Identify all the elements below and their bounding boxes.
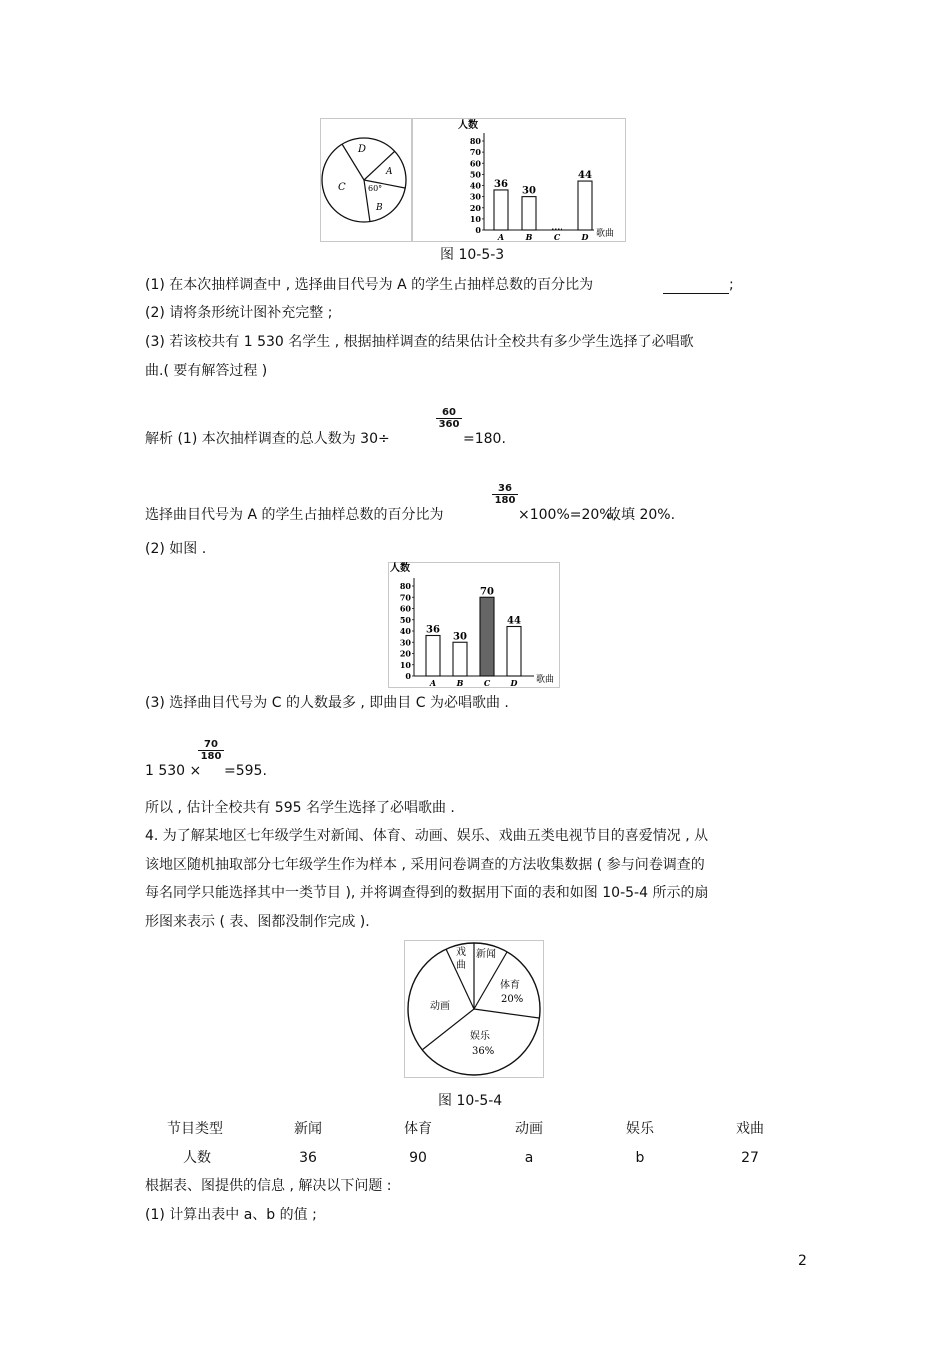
- bar-value-label: 36: [426, 624, 440, 636]
- solution-line5-result: =595.: [224, 763, 267, 779]
- y-axis-label: 人数: [458, 120, 478, 131]
- bar-value-label: 30: [522, 185, 536, 197]
- pie-chart-tv-programs: [404, 940, 544, 1078]
- x-tick-label: D: [581, 232, 589, 242]
- pie-label-donghua: 动画: [430, 1001, 450, 1012]
- bar-value-label: 30: [453, 631, 467, 643]
- pie-label-yule: 娱乐: [470, 1031, 490, 1042]
- pie-chart-songs: [320, 118, 412, 242]
- x-tick-label: C: [553, 232, 561, 242]
- pie-label-xiqu-1: 戏: [456, 947, 466, 958]
- question-3-line2: 曲.( 要有解答过程 ): [145, 363, 268, 379]
- fraction-60-360: [436, 407, 462, 430]
- bar-d: [578, 181, 592, 230]
- solution-line1-result: =180.: [463, 431, 506, 447]
- y-tick-label: 10: [399, 659, 411, 670]
- y-tick-label: 60: [399, 603, 411, 614]
- x-axis-label: 歌曲: [596, 229, 615, 239]
- y-tick-label: 20: [399, 648, 411, 659]
- table-header-cell: 娱乐: [626, 1121, 654, 1137]
- problem-4-line2: 该地区随机抽取部分七年级学生作为样本 , 采用问卷调查的方法收集数据 ( 参与问卷调查的: [145, 857, 705, 873]
- y-tick-label: 40: [399, 626, 411, 636]
- y-tick-label: 70: [399, 592, 411, 603]
- x-tick-label: B: [456, 678, 464, 688]
- y-tick-label: 60: [469, 158, 481, 169]
- bar-chart-completed: [388, 562, 560, 688]
- y-axis-label: 人数: [390, 563, 410, 574]
- pie-label-tiyu: 体育: [500, 980, 520, 991]
- pie-label-xinwen: 新闻: [476, 949, 496, 960]
- y-tick-label: 0: [475, 225, 481, 235]
- x-tick-label: A: [429, 678, 437, 688]
- bar-value-label: 36: [494, 178, 508, 190]
- bar-value-label: 70: [480, 586, 494, 598]
- bar-c: [480, 597, 494, 676]
- y-tick-label: 10: [469, 213, 481, 224]
- table-cell: 90: [409, 1150, 427, 1166]
- figure-caption-2: 图 10-5-4: [438, 1093, 503, 1109]
- x-tick-label: B: [525, 232, 533, 242]
- fraction-numerator: 36: [492, 483, 518, 495]
- question-2: (2) 请将条形统计图补充完整 ;: [145, 305, 333, 321]
- question-1: [145, 276, 593, 294]
- bar-a: [494, 190, 508, 230]
- table-header-cell: 动画: [515, 1121, 543, 1137]
- pie-label-c: C: [338, 182, 346, 193]
- solution-line1: 解析 (1) 本次抽样调查的总人数为 30÷: [145, 431, 390, 447]
- solution-line4: (3) 选择曲目代号为 C 的人数最多 , 即曲目 C 为必唱歌曲 .: [145, 695, 509, 711]
- x-tick-label: D: [510, 678, 518, 688]
- answer-blank: [663, 276, 734, 294]
- problem-4-line3: 每名同学只能选择其中一类节目 ), 并将调查得到的数据用下面的表和如图 10-5-4 所示的扇: [145, 885, 709, 901]
- pie-label-d: D: [358, 144, 367, 155]
- y-tick-label: 30: [399, 637, 411, 648]
- y-tick-label: 20: [469, 202, 481, 213]
- pie-label-b: B: [376, 203, 383, 213]
- x-tick-label: A: [497, 232, 505, 242]
- solution-line6: 所以 , 估计全校共有 595 名学生选择了必唱歌曲 .: [145, 800, 455, 816]
- solution-line3: (2) 如图 .: [145, 541, 207, 557]
- bar-chart-songs: [412, 118, 626, 242]
- solution-line2-answer: 故填 20%.: [607, 507, 676, 523]
- pie-label-tiyu-pct: 20%: [501, 994, 524, 1005]
- bar-a: [426, 636, 440, 677]
- y-tick-label: 70: [469, 147, 481, 158]
- table-header-cell: 戏曲: [736, 1121, 764, 1137]
- followup-line2: (1) 计算出表中 a、b 的值 ;: [145, 1207, 317, 1223]
- problem-4-line4: 形图来表示 ( 表、图都没制作完成 ).: [145, 914, 370, 930]
- fraction-denominator: 180: [200, 751, 222, 762]
- question-3-line1: (3) 若该校共有 1 530 名学生 , 根据抽样调查的结果估计全校共有多少学生选择了必唱歌: [145, 334, 694, 350]
- question-1-text: (1) 在本次抽样调查中 , 选择曲目代号为 A 的学生占抽样总数的百分比为: [145, 277, 594, 293]
- fraction-denominator: 180: [494, 495, 516, 506]
- problem-4-line1: 4. 为了解某地区七年级学生对新闻、体育、动画、娱乐、戏曲五类电视节目的喜爱情况 , 从: [145, 828, 709, 844]
- fraction-denominator: 360: [438, 419, 460, 430]
- y-tick-label: 80: [399, 581, 411, 591]
- table-cell: 27: [741, 1150, 759, 1166]
- fraction-numerator: 60: [436, 407, 462, 419]
- bar-b: [453, 642, 467, 676]
- page-number: 2: [798, 1253, 807, 1269]
- y-tick-label: 80: [469, 136, 481, 146]
- fraction-numerator: 70: [198, 739, 224, 751]
- table-header-cell: 新闻: [294, 1121, 322, 1137]
- x-tick-label: C: [483, 678, 491, 688]
- solution-line2: 选择曲目代号为 A 的学生占抽样总数的百分比为: [145, 507, 444, 523]
- figure-caption: 图 10-5-3: [440, 247, 505, 263]
- pie-label-yule-pct: 36%: [472, 1046, 495, 1057]
- y-tick-label: 40: [469, 180, 481, 191]
- table-header-cell: 体育: [404, 1121, 432, 1137]
- question-1-suffix: ;: [729, 277, 734, 293]
- followup-line1: 根据表、图提供的信息 , 解决以下问题 :: [145, 1178, 392, 1194]
- table-header-cell: 节目类型: [167, 1121, 223, 1137]
- table-cell: b: [635, 1150, 645, 1166]
- pie-label-a: A: [386, 167, 393, 177]
- table-cell: 人数: [183, 1150, 211, 1166]
- blank-line: [663, 279, 729, 294]
- y-tick-label: 50: [399, 614, 411, 625]
- bar-value-label: 44: [578, 170, 592, 182]
- y-tick-label: 30: [469, 191, 481, 202]
- y-tick-label: 50: [469, 169, 481, 180]
- x-axis-label: 歌曲: [536, 675, 555, 685]
- fraction-70-180: [198, 739, 224, 762]
- y-tick-label: 0: [405, 671, 411, 681]
- solution-line2-result: ×100%=20%,: [518, 507, 618, 523]
- fraction-36-180: [492, 483, 518, 506]
- pie-label-angle: 60°: [368, 184, 383, 193]
- table-cell: a: [524, 1150, 534, 1166]
- solution-line5: 1 530 ×: [145, 763, 202, 779]
- table-cell: 36: [299, 1150, 317, 1166]
- bar-d: [507, 627, 521, 677]
- bar-b: [522, 197, 536, 230]
- bar-value-label: 44: [507, 615, 521, 627]
- pie-label-xiqu-2: 曲: [456, 960, 466, 971]
